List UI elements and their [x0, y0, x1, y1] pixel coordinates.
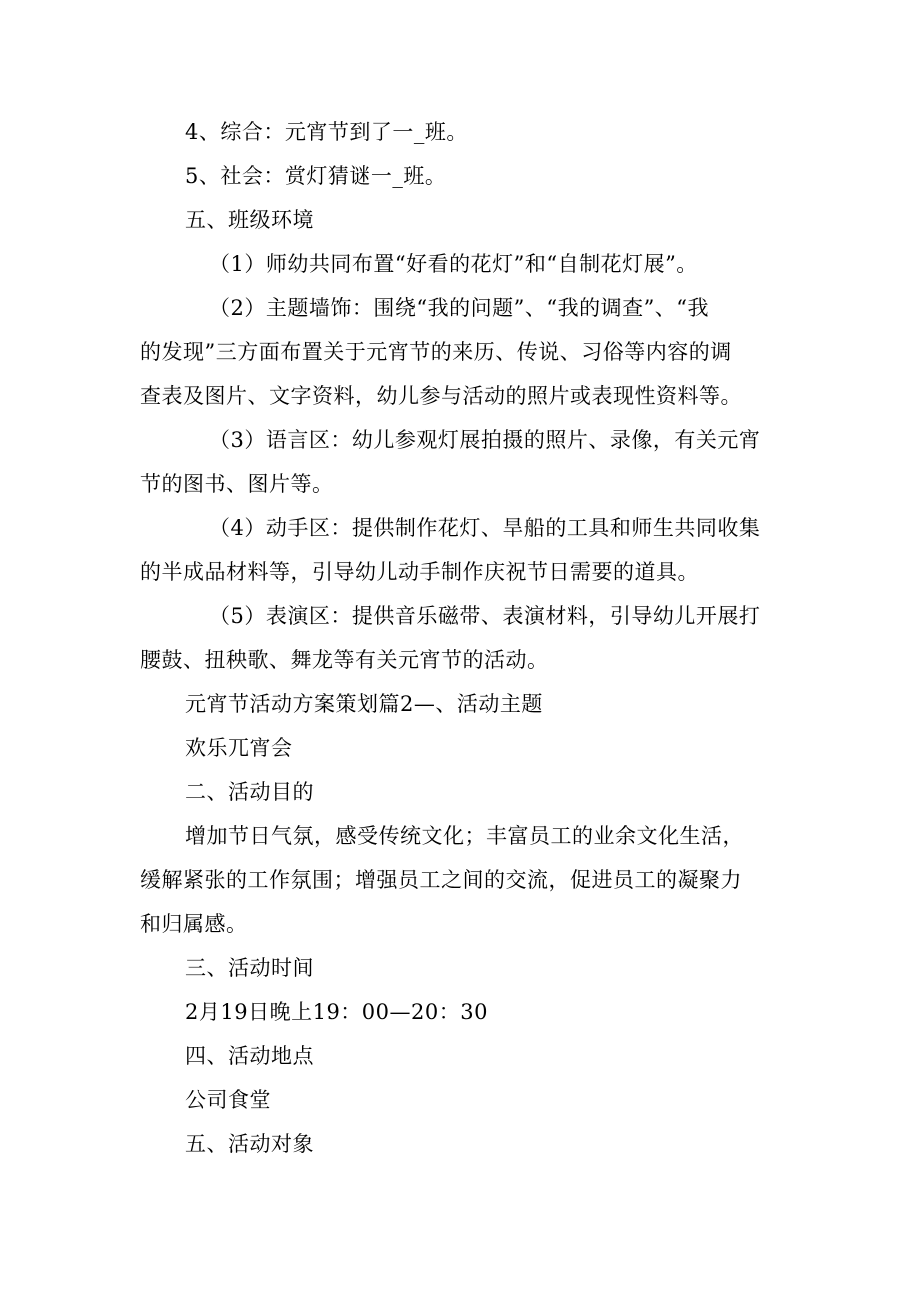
- env-item-3-line-1: （3）语言区：幼儿参观灯展拍摄的照片、录像，有关元宵: [209, 428, 761, 452]
- env-item-4-line-2: 的半成品材料等，引导幼儿动手制作庆祝节日需要的道具。: [140, 560, 699, 584]
- env-item-2-line-1: （2）主题墙饰：围绕“我的问题”、“我的调查”、“我: [209, 296, 710, 320]
- activity-theme: 欢乐兀宵会: [185, 736, 293, 760]
- env-item-2-line-2: 的发现”三方面布置关于元宵节的来历、传说、习俗等内容的调: [140, 340, 732, 364]
- section-heading-audience: 五、活动对象: [185, 1132, 314, 1156]
- env-item-1: （1）师幼共同布置“好看的花灯”和“自制花灯展”。: [209, 252, 698, 276]
- env-item-5-line-1: （5）表演区：提供音乐磁带、表演材料，引导幼儿开展打: [209, 604, 761, 628]
- list-item-social: 5、社会：赏灯猜谜一_班。: [185, 164, 447, 188]
- env-item-4-line-1: （4）动手区：提供制作花灯、旱船的工具和师生共同收集: [209, 516, 761, 540]
- section-heading-time: 三、活动时间: [185, 956, 314, 980]
- purpose-line-2: 缓解紧张的工作氛围；增强员工之间的交流，促进员工的凝聚力: [140, 868, 742, 892]
- section-heading-location: 四、活动地点: [185, 1044, 314, 1068]
- plan-2-title: 元宵节活动方案策划篇2—、活动主题: [185, 692, 543, 716]
- section-heading-purpose: 二、活动目的: [185, 780, 314, 804]
- env-item-5-line-2: 腰鼓、扭秧歌、舞龙等有关元宵节的活动。: [140, 648, 549, 672]
- env-item-2-line-3: 查表及图片、文字资料，幼儿参与活动的照片或表现性资料等。: [140, 384, 742, 408]
- activity-time: 2月19日晚上19：00—20：30: [185, 1000, 488, 1024]
- env-item-3-line-2: 节的图书、图片等。: [140, 472, 334, 496]
- list-item-comprehensive: 4、综合：元宵节到了一_班。: [185, 120, 468, 144]
- purpose-line-3: 和归属感。: [140, 912, 248, 936]
- section-heading-class-environment: 五、班级环境: [185, 208, 314, 232]
- purpose-line-1: 增加节日气氛，感受传统文化；丰富员工的业余文化生活，: [185, 824, 744, 848]
- activity-location: 公司食堂: [185, 1088, 271, 1112]
- document-page: [140, 110, 788, 1166]
